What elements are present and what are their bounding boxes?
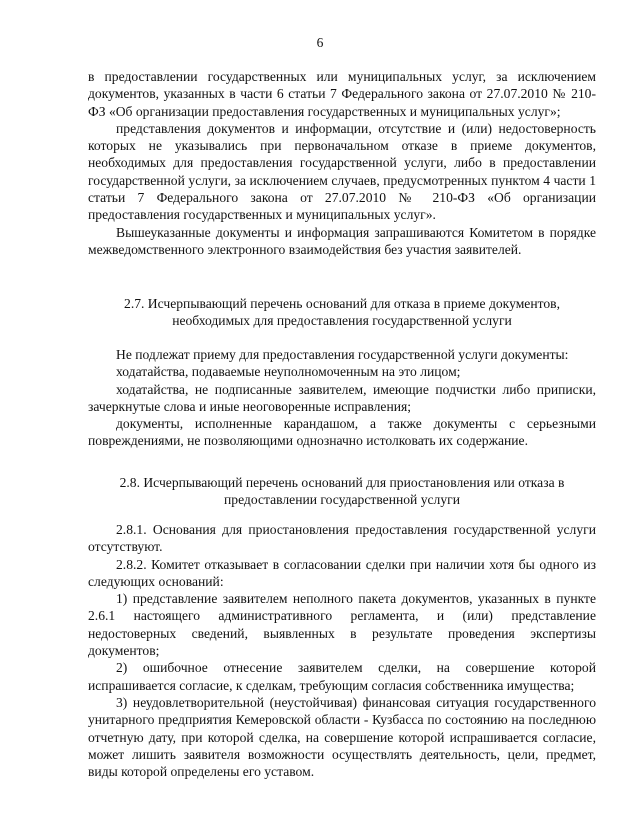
paragraph: 2) ошибочное отнесение заявителем сделки, на совершение которой испрашивается согласие, к сделкам, требующим согласия собственника имущества;: [88, 660, 596, 693]
heading-line: необходимых для предоставления государственной услуги: [172, 313, 512, 329]
paragraph: 2.8.2. Комитет отказывает в согласовании сделки при наличии хотя бы одного из следующих оснований:: [88, 556, 596, 589]
text-block-2: [88, 346, 596, 450]
paragraph: 2.8.1. Основания для приостановления предоставления государственной услуги отсутствуют.: [88, 522, 596, 555]
paragraph: 1) представление заявителем неполного пакета документов, указанных в пункте 2.6.1 настоящего административного регламента, и (или) представление недостоверных сведений, выявленных в результате проведения экспертизы документов;: [88, 591, 596, 659]
text-block-1: [88, 68, 596, 258]
heading-line: предоставлении государственной услуги: [224, 492, 460, 508]
section-heading-2-8: [88, 474, 596, 509]
heading-line: 2.8. Исчерпывающий перечень оснований для приостановления или отказа в: [119, 475, 565, 490]
paragraph: ходатайства, не подписанные заявителем, имеющие подчистки либо приписки, зачеркнутые слова и иные неоговоренные исправления;: [88, 381, 596, 414]
text-block-3: [88, 521, 596, 780]
paragraph: Не подлежат приему для предоставления государственной услуги документы:: [116, 347, 569, 362]
paragraph: документы, исполненные карандашом, а также документы с серьезными повреждениями, не позволяющими однозначно истолковать их содержание.: [88, 416, 596, 449]
paragraph: 3) неудовлетворительной (неустойчивая) финансовая ситуация государственного унитарного предприятия Кемеровской области - Кузбасса по состоянию на последнюю отчетную дату, при которой сделка, на совершение которой испрашивается согласие, может лишить заявителя возможности осуществлять деятельность, цели, предмет, виды которой определены его уставом.: [88, 694, 596, 780]
paragraph: в предоставлении государственных или муниципальных услуг, за исключением документов, указанных в части 6 статьи 7 Федерального закона от 27.07.2010 № 210-ФЗ «Об организации предоставления государственных и муниципальных услуг»;: [88, 69, 596, 119]
paragraph: Вышеуказанные документы и информация запрашиваются Комитетом в порядке межведомственного электронного взаимодействия без участия заявителей.: [88, 224, 596, 257]
section-heading-2-7: [88, 295, 596, 330]
page-number: 6: [316, 35, 324, 50]
heading-line: 2.7. Исчерпывающий перечень оснований для отказа в приеме документов,: [124, 296, 560, 311]
paragraph: ходатайства, подаваемые неуполномоченным на это лицом;: [116, 364, 461, 380]
paragraph: представления документов и информации, отсутствие и (или) недостоверность которых не указывались при первоначальном отказе в приеме документов, необходимых для предоставления государственной услуги, либо в предоставлении государственной услуги, за исключением случаев, предусмотренных пунктом 4 части 1 статьи 7 Федерального закона от 27.07.2010 № 210-ФЗ «Об организации предоставления государственных и муниципальных услуг».: [88, 120, 596, 223]
